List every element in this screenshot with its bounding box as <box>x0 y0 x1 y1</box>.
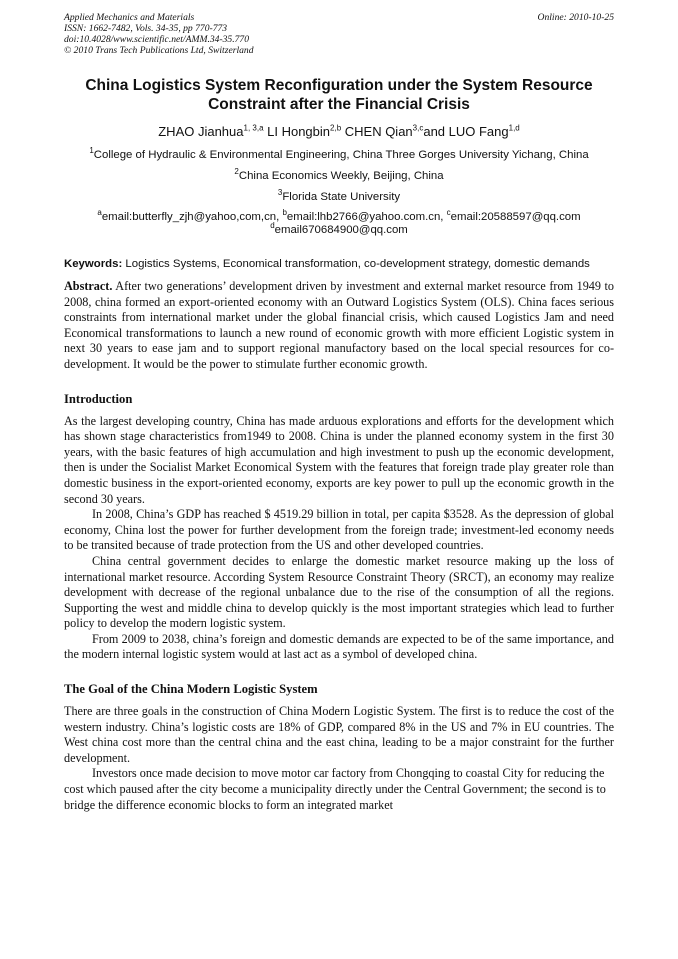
affil-mark: 2 <box>234 167 239 177</box>
email-a: email:butterfly_zjh@yahoo,com,cn, <box>101 211 283 223</box>
email-list <box>64 208 614 237</box>
journal-name: Applied Mechanics and Materials <box>64 12 195 23</box>
author-name: ZHAO Jianhua <box>158 124 244 139</box>
journal-header <box>64 12 614 56</box>
paragraph: In 2008, China’s GDP has reached $ 4519.29 billion in total, per capita $3528. As the depression of global economy, China lost the power for further development from the foreign trade; investment-led economy needs to be transited because of trade protection from the US and other developed countries. <box>64 507 614 553</box>
author-affil-mark: 1,d <box>508 123 520 133</box>
email-mark: a <box>97 208 102 218</box>
section-heading-introduction: Introduction <box>64 391 133 406</box>
affil-text: College of Hydraulic & Environmental Engineering, China Three Gorges University Yichang, China <box>93 149 589 161</box>
email-mark: c <box>446 208 451 218</box>
affil-mark: 3 <box>277 188 283 198</box>
paragraph: There are three goals in the construction of China Modern Logistic System. The first is to reduce the cost of the western industry. China’s logistic costs are 18% of GDP, compared 8% in the US and 7% in EU countries. The West china cost more than the central china and the east china, leading to be a major constraint for the further development. <box>64 704 614 765</box>
author-affil-mark: 1, 3,a <box>243 123 264 133</box>
title-line-1: China Logistics System Reconfiguration under the System Resource <box>85 77 593 94</box>
copyright-line: © 2010 Trans Tech Publications Ltd, Switzerland <box>64 45 254 56</box>
author-name: LI Hongbin <box>263 124 331 139</box>
affiliation-2 <box>64 169 614 183</box>
email-line-1 <box>64 208 614 224</box>
author-affil-mark: 3,c <box>412 123 424 133</box>
keywords-text: Logistics Systems, Economical transformation, co-development strategy, domestic demands <box>122 258 590 270</box>
email-mark: d <box>270 221 275 231</box>
author-list <box>64 123 614 141</box>
abstract-text: After two generations’ development driven by investment and external market resource from 1949 to 2008, china formed an export-oriented economy with an Outward Logistics System (OLS). China faces serious constraints from international market under the global financial crisis, which caused Logistics Jam and need Economical transformations to launch a new round of economic growth with more efficient Logistic system in next 30 years to ease jam and to support regional manufactory based on the local special resources for co-development. It would be the power to stimulate further economic growth. <box>64 279 614 371</box>
abstract-label: Abstract. <box>64 279 113 293</box>
email-c: email:20588597@qq.com <box>450 211 581 223</box>
affiliation-1 <box>64 148 614 162</box>
paragraph: As the largest developing country, China has made arduous explorations and efforts for the development which has shown stage characteristics from1949 to 2008. China is under the planned economy system in the first 30 years, with the basic features of high accumulation and high investment to push up the economic development, then is under the Socialist Market Economical System with the features that foreign trade play greater role than domestic business in the export-oriented economy, exports are key power to pull up the economic growth in the second 30 years. <box>64 413 614 506</box>
affil-mark: 1 <box>89 146 94 156</box>
paper-title <box>64 76 614 114</box>
author-affil-mark: 2,b <box>330 123 342 133</box>
issn-line: ISSN: 1662-7482, Vols. 34-35, pp 770-773 <box>64 23 228 34</box>
affil-text: China Economics Weekly, Beijing, China <box>238 170 444 182</box>
abstract <box>64 279 614 373</box>
section-heading-goal: The Goal of the China Modern Logistic System <box>64 682 318 697</box>
paragraph: China central government decides to enlarge the domestic market resource making up the loss of international market resource. According System Resource Constraint Theory (SRCT), an economy may realize development with decrease of the regional unbalance due to the rise of the consumption of all the regions. Supporting the west and middle china to develop quickly is the most important strategies which lead to further policy to develop the modern logistic system. <box>64 553 614 631</box>
affil-text: Florida State University <box>282 191 401 203</box>
keywords-label: Keywords: <box>64 258 123 270</box>
email-mark: b <box>282 208 287 218</box>
keywords <box>64 257 614 272</box>
title-line-2: Constraint after the Financial Crisis <box>208 96 470 113</box>
email-d: email670684900@qq.com <box>274 224 408 236</box>
online-date: Online: 2010-10-25 <box>537 12 614 23</box>
paragraph: Investors once made decision to move motor car factory from Chongqing to coastal City for reducing the cost which paused after the city become a municipality directly under the Central Government; the second is to bridge the difference economic blocks to form an integrated market <box>64 766 606 812</box>
author-name: and LUO Fang <box>423 124 509 139</box>
email-line-2 <box>64 221 614 237</box>
doi-line: doi:10.4028/www.scientific.net/AMM.34-35.770 <box>64 34 250 45</box>
email-b: email:lhb2766@yahoo.com.cn, <box>286 211 447 223</box>
paragraph: From 2009 to 2038, china’s foreign and domestic demands are expected to be of the same importance, and the modern internal logistic system would at last act as a symbol of developed china. <box>64 631 614 662</box>
author-name: CHEN Qian <box>341 124 413 139</box>
affiliation-3 <box>64 190 614 204</box>
